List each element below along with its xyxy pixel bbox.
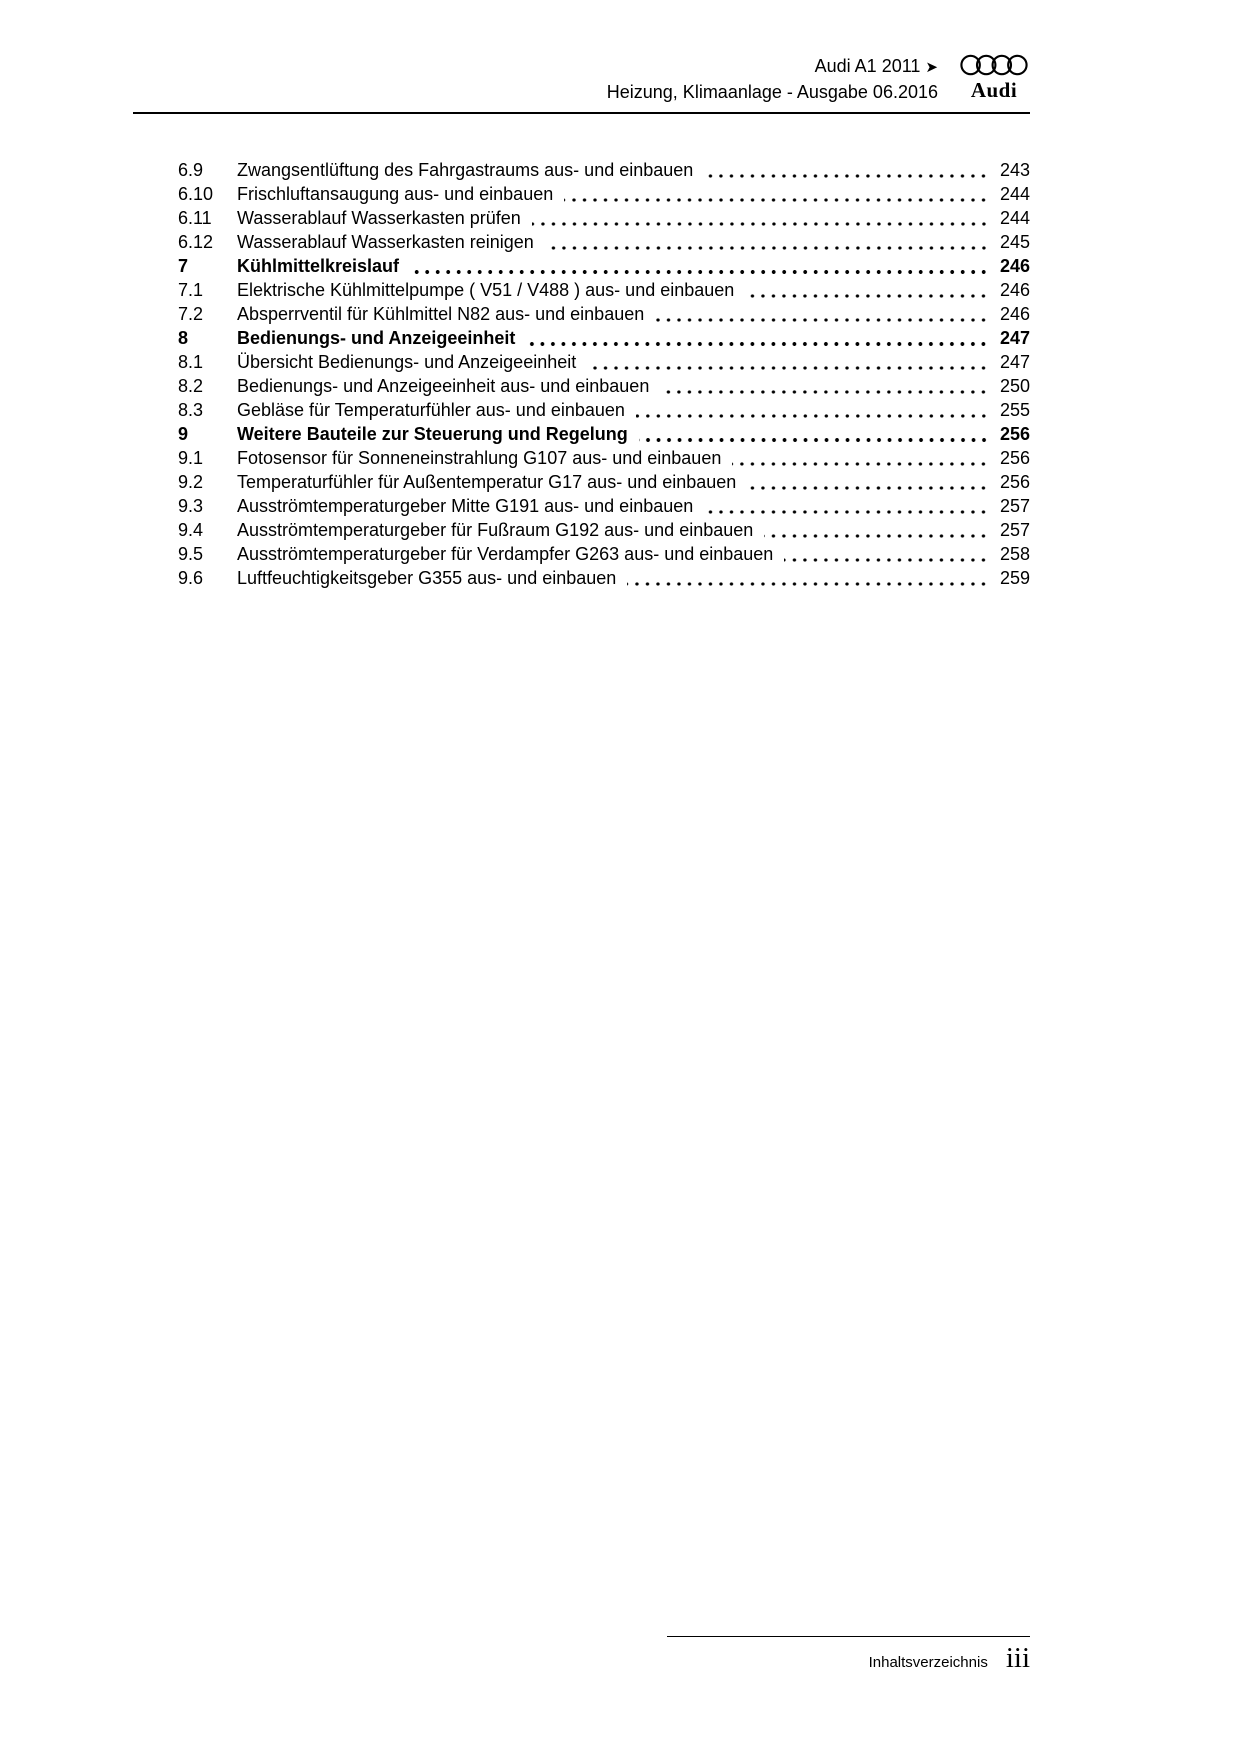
toc-entry-page: 246 <box>999 304 1030 324</box>
dot-leader <box>784 542 989 566</box>
dot-leader <box>732 446 989 470</box>
toc-entry-page: 259 <box>999 568 1030 588</box>
dot-leader <box>745 278 989 302</box>
toc-entry-title: Temperaturfühler für Außentemperatur G17 aus- und einbauen <box>237 472 737 492</box>
toc-entry-title: Fotosensor für Sonneneinstrahlung G107 aus- und einbauen <box>237 448 722 468</box>
toc-entry-number: 6.11 <box>178 208 212 228</box>
header-model-line <box>607 54 938 80</box>
toc-entry <box>178 398 1030 422</box>
toc-entry-title: Kühlmittelkreislauf <box>237 256 400 276</box>
header-subtitle: Heizung, Klimaanlage - Ausgabe 06.2016 <box>606 82 938 102</box>
toc-entry-title: Gebläse für Temperaturfühler aus- und einbauen <box>237 400 625 420</box>
header-text <box>607 54 938 105</box>
audi-logo <box>958 54 1030 101</box>
toc-entry <box>178 374 1030 398</box>
arrow-right-icon: ➤ <box>925 59 938 76</box>
dot-leader <box>627 566 989 590</box>
toc-entry-number: 8.3 <box>178 400 204 420</box>
toc-entry-title: Luftfeuchtigkeitsgeber G355 aus- und einbauen <box>237 568 617 588</box>
footer-page-number: iii <box>1005 1642 1030 1674</box>
toc-entry-number: 6.9 <box>178 160 204 180</box>
dot-leader <box>704 158 989 182</box>
toc-entry-number: 8 <box>178 328 189 348</box>
toc-entry-title: Elektrische Kühlmittelpumpe ( V51 / V488 ) aus- und einbauen <box>237 280 735 300</box>
dot-leader <box>636 398 989 422</box>
dot-leader <box>704 494 989 518</box>
footer-section-label: Inhaltsverzeichnis <box>868 1654 988 1671</box>
toc-entry-number: 8.1 <box>178 352 204 372</box>
toc-entry-number: 9.3 <box>178 496 204 516</box>
dot-leader <box>587 350 989 374</box>
dot-leader <box>532 206 989 230</box>
toc-entry <box>178 278 1030 302</box>
toc-entry-title: Ausströmtemperaturgeber Mitte G191 aus- und einbauen <box>237 496 694 516</box>
toc-entry-title: Wasserablauf Wasserkasten reinigen <box>237 232 534 252</box>
toc-entry <box>178 230 1030 254</box>
dot-leader <box>639 422 989 446</box>
dot-leader <box>410 254 989 278</box>
toc-entry-number: 7.2 <box>178 304 204 324</box>
toc-entry-number: 9 <box>178 424 189 444</box>
toc-entry-page: 257 <box>999 496 1030 516</box>
toc-entry-number: 9.2 <box>178 472 204 492</box>
toc-entry-page: 244 <box>999 208 1030 228</box>
toc-entry-title: Ausströmtemperaturgeber für Fußraum G192 aus- und einbauen <box>237 520 754 540</box>
toc-entry <box>178 542 1030 566</box>
toc-entry-number: 9.1 <box>178 448 204 468</box>
toc-entry <box>178 470 1030 494</box>
toc-entry <box>178 158 1030 182</box>
toc-entry-page: 258 <box>999 544 1030 564</box>
toc-entry-page: 256 <box>999 448 1030 468</box>
toc-entry <box>178 494 1030 518</box>
toc-entry-page: 245 <box>999 232 1030 252</box>
toc-entry <box>178 302 1030 326</box>
dot-leader <box>545 230 989 254</box>
toc-entry <box>178 254 1030 278</box>
toc-entry <box>178 518 1030 542</box>
toc-entry-title: Frischluftansaugung aus- und einbauen <box>237 184 554 204</box>
page-header <box>133 54 1030 114</box>
toc-entry-page: 243 <box>999 160 1030 180</box>
toc-entry-number: 7.1 <box>178 280 204 300</box>
toc-entry-title: Bedienungs- und Anzeigeeinheit <box>237 328 516 348</box>
toc-entry-page: 246 <box>999 280 1030 300</box>
dot-leader <box>526 326 989 350</box>
toc-entry-page: 256 <box>999 424 1030 444</box>
toc-entry-page: 247 <box>999 328 1030 348</box>
toc-entry-page: 256 <box>999 472 1030 492</box>
page-footer <box>133 1636 1030 1673</box>
toc-entry-title: Ausströmtemperaturgeber für Verdampfer G263 aus- und einbauen <box>237 544 774 564</box>
toc-entry-page: 255 <box>999 400 1030 420</box>
dot-leader <box>564 182 989 206</box>
header-divider <box>133 112 1030 114</box>
model-name: Audi A1 2011 <box>814 56 921 76</box>
toc-entry <box>178 566 1030 590</box>
toc-entry-number: 6.10 <box>178 184 214 204</box>
audi-wordmark: Audi <box>970 78 1018 102</box>
dot-leader <box>747 470 989 494</box>
toc-entry-number: 6.12 <box>178 232 214 252</box>
dot-leader <box>655 302 989 326</box>
table-of-contents <box>133 158 1030 590</box>
toc-entry-page: 257 <box>999 520 1030 540</box>
toc-entry-title: Wasserablauf Wasserkasten prüfen <box>237 208 521 228</box>
toc-entry-page: 250 <box>999 376 1030 396</box>
audi-rings-icon <box>960 54 1028 76</box>
toc-entry <box>178 182 1030 206</box>
toc-entry <box>178 446 1030 470</box>
toc-entry-page: 247 <box>999 352 1030 372</box>
toc-entry-page: 246 <box>999 256 1030 276</box>
dot-leader <box>764 518 989 542</box>
toc-entry <box>178 422 1030 446</box>
toc-entry-title: Zwangsentlüftung des Fahrgastraums aus- und einbauen <box>237 160 694 180</box>
toc-entry <box>178 350 1030 374</box>
toc-entry-title: Absperrventil für Kühlmittel N82 aus- und einbauen <box>237 304 645 324</box>
footer-divider <box>667 1636 1030 1637</box>
toc-entry-number: 8.2 <box>178 376 204 396</box>
toc-entry-number: 9.5 <box>178 544 204 564</box>
toc-entry <box>178 326 1030 350</box>
toc-entry-page: 244 <box>999 184 1030 204</box>
toc-entry-title: Weitere Bauteile zur Steuerung und Regelung <box>237 424 628 444</box>
toc-entry-title: Übersicht Bedienungs- und Anzeigeeinheit <box>237 352 577 372</box>
toc-entry-title: Bedienungs- und Anzeigeeinheit aus- und einbauen <box>237 376 650 396</box>
dot-leader <box>660 374 989 398</box>
toc-entry-number: 7 <box>178 256 189 276</box>
toc-entry <box>178 206 1030 230</box>
toc-entry-number: 9.4 <box>178 520 204 540</box>
toc-entry-number: 9.6 <box>178 568 204 588</box>
